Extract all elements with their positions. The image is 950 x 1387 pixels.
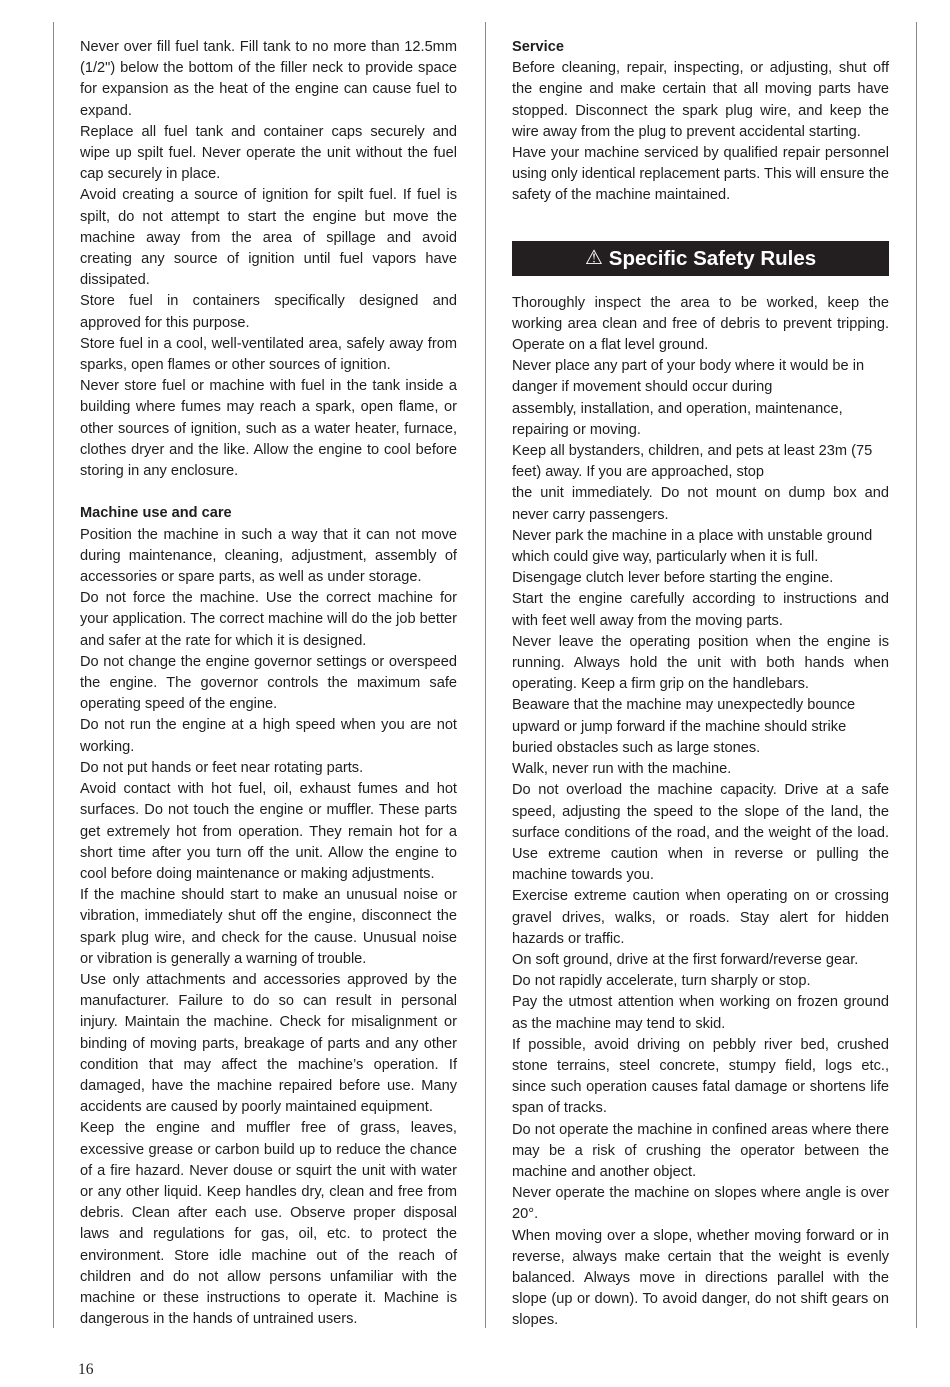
page-number: 16 bbox=[78, 1361, 94, 1378]
warning-triangle-icon: ⚠ bbox=[584, 246, 603, 269]
paragraph: Do not put hands or feet near rotating parts. bbox=[80, 759, 364, 776]
paragraph: Never leave the operating position when the engine is running. Always hold the unit with both hands when operating. Keep a firm grip on the handlebars. bbox=[512, 633, 889, 693]
paragraph: Never over fill fuel tank. Fill tank to no more than 12.5mm (1/2") below the bottom of the filler neck to provide space for expansion as the heat of the engine can cause fuel to expand. bbox=[80, 39, 457, 119]
paragraph: assembly, installation, and operation, maintenance, repairing or moving. bbox=[512, 400, 843, 438]
paragraph: Position the machine in such a way that it can not move during maintenance, cleaning, adjustment, assembly of accessories or spare parts, as well as under storage. bbox=[80, 526, 457, 586]
machine-use-section bbox=[80, 503, 457, 1330]
paragraph: Never operate the machine on slopes where angle is over 20°. bbox=[512, 1185, 889, 1223]
right-column bbox=[512, 37, 889, 1332]
paragraph: If the machine should start to make an unusual noise or vibration, immediately shut off the engine, disconnect the spark plug wire, and check for the cause. Unusual noise or vibration is generally a warning of trouble. bbox=[80, 887, 457, 967]
paragraph: Disengage clutch lever before starting the engine. bbox=[512, 570, 834, 587]
paragraph: When moving over a slope, whether moving forward or in reverse, always make certain that the weight is evenly balanced. Always move in directions parallel with the slope (up or down). To avoid danger, do not shift gears on slopes. bbox=[512, 1227, 889, 1329]
paragraph: Pay the utmost attention when working on frozen ground as the machine may tend to skid. bbox=[512, 994, 889, 1032]
paragraph: Never store fuel or machine with fuel in the tank inside a building where fumes may reach a spark, open flame, or other sources of ignition, such as a water heater, furnace, clothes dryer and the like. Allow the engine to cool before storing in any enclosure. bbox=[80, 378, 457, 480]
center-column-rule bbox=[485, 22, 486, 1328]
right-column-rule bbox=[916, 22, 917, 1328]
left-column-rule bbox=[53, 22, 54, 1328]
paragraph: Do not overload the machine capacity. Drive at a safe speed, adjusting the speed to the slope of the land, the surface conditions of the road, and the weight of the load. Use extreme caution when in reverse or pulling the machine towards you. bbox=[512, 782, 889, 884]
paragraph: Avoid creating a source of ignition for spilt fuel. If fuel is spilt, do not attempt to start the engine but move the machine away from the area of spillage and avoid creating any source of ignition until fuel vapors have dissipated. bbox=[80, 187, 457, 289]
paragraph: If possible, avoid driving on pebbly river bed, crushed stone terrains, steel concrete, stumpy field, logs etc., since such operation causes fatal damage or shortens life span of tracks. bbox=[512, 1036, 889, 1117]
paragraph: the unit immediately. Do not mount on dump box and never carry passengers. bbox=[512, 485, 889, 523]
paragraph: Keep all bystanders, children, and pets at least 23m (75 feet) away. If you are approached, stop bbox=[512, 443, 873, 481]
paragraph: Use only attachments and accessories approved by the manufacturer. Failure to do so can result in personal injury. Maintain the machine. Check for misalignment or binding of moving parts, breakage of parts and any other condition that may affect the machine’s operation. If damaged, have the machine repaired before use. Many accidents are caused by poorly maintained equipment. bbox=[80, 971, 457, 1116]
fuel-safety-section bbox=[80, 37, 457, 482]
section-heading: Machine use and care bbox=[80, 505, 232, 522]
paragraph: Do not rapidly accelerate, turn sharply or stop. bbox=[512, 973, 811, 990]
banner-title: Specific Safety Rules bbox=[608, 246, 817, 270]
paragraph: Have your machine serviced by qualified repair personnel using only identical replacement parts. This will ensure the safety of the machine maintained. bbox=[512, 145, 889, 204]
paragraph: Start the engine carefully according to instructions and with feet well away from the moving parts. bbox=[512, 591, 889, 629]
paragraph: Walk, never run with the machine. bbox=[512, 761, 732, 778]
paragraph: Thoroughly inspect the area to be worked, keep the working area clean and free of debris to prevent tripping. Operate on a flat level ground. bbox=[512, 294, 889, 354]
specific-safety-rules-banner bbox=[512, 241, 889, 276]
paragraph: Do not operate the machine in confined areas where there may be a risk of crushing the operator between the machine and another object. bbox=[512, 1121, 889, 1180]
paragraph: Do not change the engine governor settings or overspeed the engine. The governor controls the maximum safe operating speed of the engine. bbox=[80, 653, 457, 713]
paragraph: Avoid contact with hot fuel, oil, exhaust fumes and hot surfaces. Do not touch the engine or muffler. These parts get extremely hot from operation. They remain hot for a short time after you turn off the unit. Allow the engine to cool before doing maintenance or making adjustments. bbox=[80, 781, 457, 882]
paragraph: Do not force the machine. Use the correct machine for your application. The correct machine will do the job better and safer at the rate for which it is designed. bbox=[80, 590, 457, 649]
paragraph: Replace all fuel tank and container caps securely and wipe up spilt fuel. Never operate the unit without the fuel cap securely in place. bbox=[80, 123, 457, 183]
paragraph: Never place any part of your body where it would be in danger if movement should occur during bbox=[512, 358, 865, 396]
paragraph: Never park the machine in a place with unstable ground which could give way, particularly when it is full. bbox=[512, 527, 873, 566]
paragraph: On soft ground, drive at the first forward/reverse gear. bbox=[512, 951, 859, 968]
paragraph: Beaware that the machine may unexpectedly bounce upward or jump forward if the machine should strike buried obstacles such as large stones. bbox=[512, 697, 856, 756]
specific-rules-section bbox=[512, 293, 889, 1332]
paragraph: Exercise extreme caution when operating on or crossing gravel drives, walks, or roads. Stay alert for hidden hazards or traffic. bbox=[512, 888, 889, 947]
service-section bbox=[512, 37, 889, 207]
left-column bbox=[80, 37, 457, 1330]
section-heading: Service bbox=[512, 39, 564, 55]
spacer bbox=[80, 482, 457, 503]
paragraph: Before cleaning, repair, inspecting, or adjusting, shut off the engine and make certain that all moving parts have stopped. Disconnect the spark plug wire, and keep the wire away from the plug to prevent accidental starting. bbox=[512, 60, 889, 140]
paragraph: Keep the engine and muffler free of grass, leaves, excessive grease or carbon build up to reduce the chance of a fire hazard. Never douse or squirt the unit with water or any other liquid. Keep handles dry, clean and free from debris. Clean after each use. Observe proper disposal laws and regulations for gas, oil, etc. to protect the environment. Store idle machine out of the reach of children and do not allow persons unfamiliar with the machine or these instructions to operate it. Machine is dangerous in the hands of untrained users. bbox=[80, 1120, 457, 1328]
paragraph: Store fuel in a cool, well-ventilated area, safely away from sparks, open flames or other sources of ignition. bbox=[80, 335, 457, 374]
paragraph: Store fuel in containers specifically designed and approved for this purpose. bbox=[80, 293, 457, 331]
paragraph: Do not run the engine at a high speed when you are not working. bbox=[80, 717, 457, 755]
